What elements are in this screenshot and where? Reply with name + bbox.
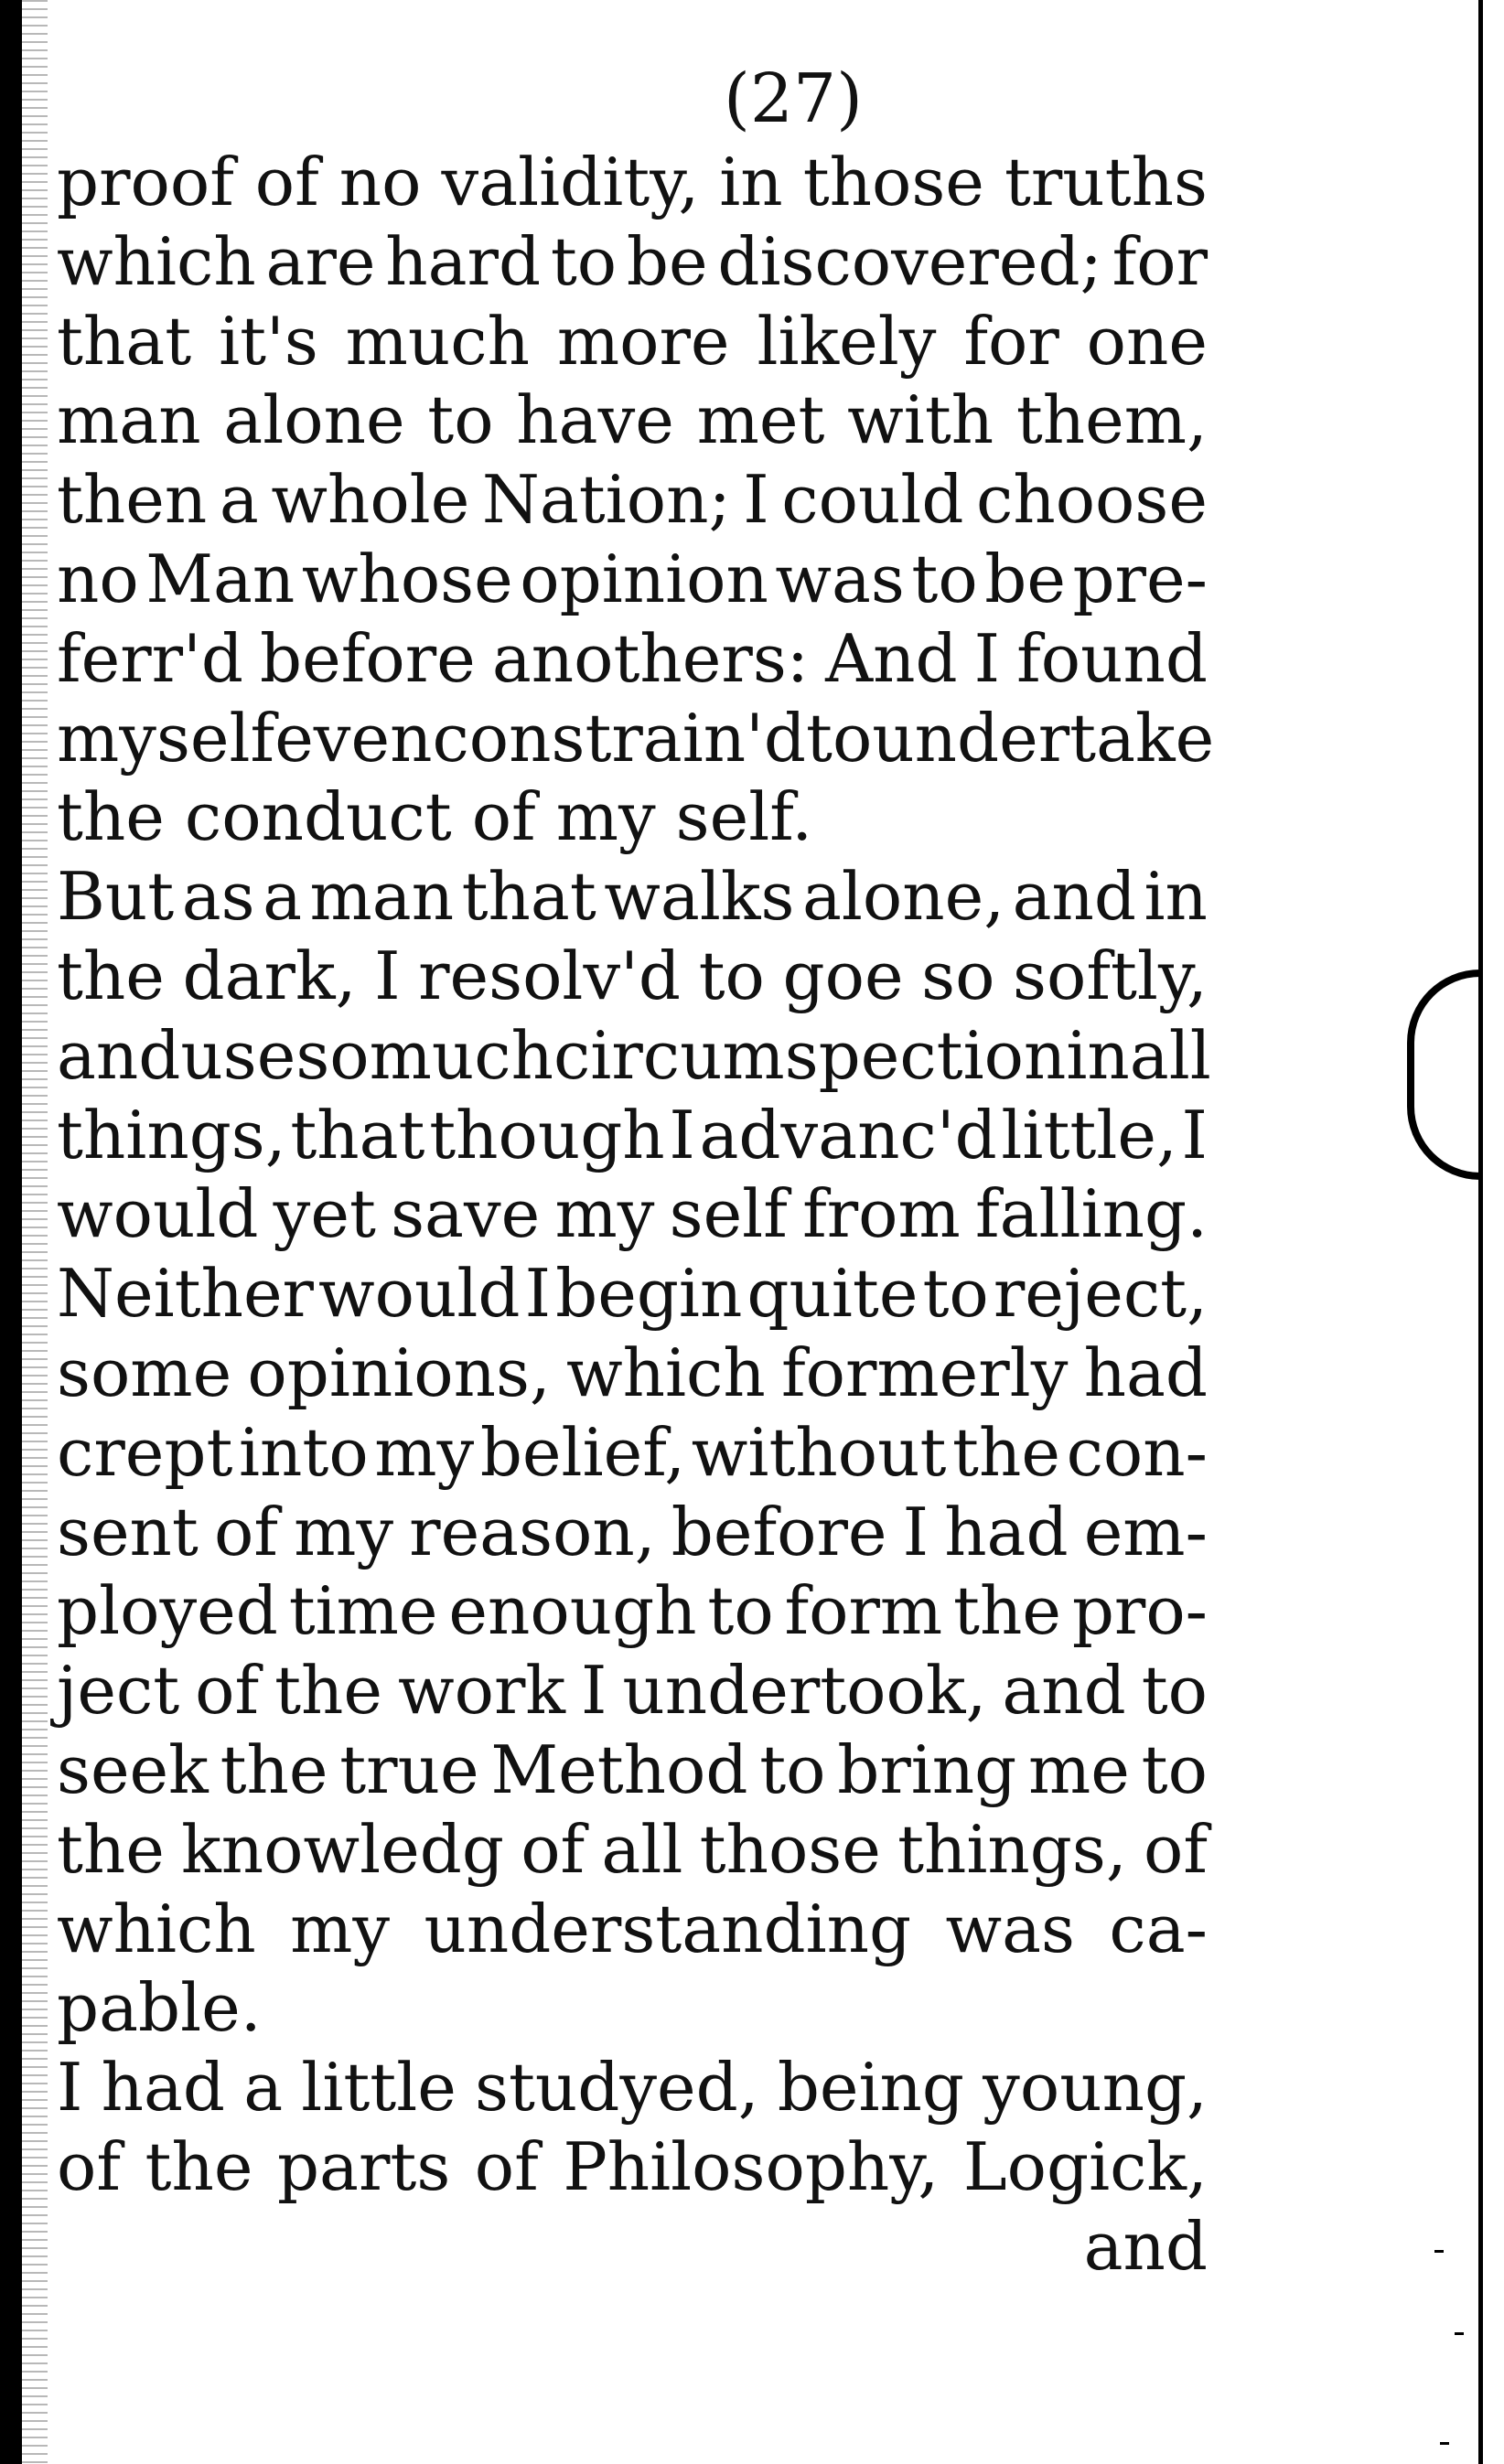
text-line <box>57 1810 1208 1890</box>
word: yet <box>273 1175 376 1253</box>
word: circumspection <box>553 1016 1067 1094</box>
word: anothers: <box>491 619 810 697</box>
word: And <box>825 619 958 697</box>
text-line <box>57 857 1208 937</box>
word: them, <box>1015 381 1208 459</box>
word: though <box>429 1096 665 1173</box>
word: true <box>339 1730 479 1808</box>
word: found <box>1016 619 1208 697</box>
text-line <box>57 1016 1211 1096</box>
word: the <box>220 1730 328 1808</box>
word: discovered; <box>717 222 1102 300</box>
word: be <box>984 540 1066 617</box>
word: into <box>238 1413 369 1491</box>
word: belief, <box>479 1413 686 1491</box>
word: parts <box>276 2127 451 2205</box>
text-line <box>57 2207 1208 2287</box>
text-line <box>57 380 1208 460</box>
word: the <box>953 1572 1061 1650</box>
word: things, <box>57 1096 286 1173</box>
word: had <box>1083 1334 1208 1411</box>
margin-specks <box>1427 2232 1482 2460</box>
word: constrain'd <box>432 699 807 777</box>
word: for <box>963 302 1059 380</box>
word: of <box>471 778 536 856</box>
word: reject, <box>993 1255 1208 1333</box>
word: of <box>474 2127 539 2205</box>
text-line <box>57 302 1208 381</box>
text-line <box>57 1730 1208 1810</box>
text-line <box>57 1493 1208 1572</box>
word: could <box>781 461 964 539</box>
word: so <box>921 937 995 1014</box>
word: But <box>57 858 175 936</box>
word: are <box>265 222 376 300</box>
word: a <box>263 858 303 936</box>
word: to <box>922 1255 989 1333</box>
word: for <box>1112 222 1208 300</box>
word: self <box>669 1175 788 1253</box>
word: Method <box>490 1730 748 1808</box>
word: which <box>57 1890 256 1967</box>
word: the <box>57 778 165 856</box>
word: Logick, <box>962 2127 1208 2205</box>
word: more <box>556 302 730 380</box>
word: no <box>338 144 422 220</box>
word: and <box>1083 2207 1208 2285</box>
word: little, <box>1001 1096 1177 1173</box>
word: self. <box>675 778 813 856</box>
text-line <box>57 1571 1208 1651</box>
word: had <box>101 2049 226 2127</box>
word: formerly <box>780 1334 1069 1411</box>
word: hard <box>385 222 542 300</box>
word: that <box>461 858 596 936</box>
word: in <box>1066 1016 1130 1094</box>
margin-bracket-mark <box>1407 970 1480 1180</box>
text-line <box>57 777 1208 857</box>
word: man <box>309 858 455 936</box>
word: had <box>944 1493 1069 1570</box>
word: that <box>290 1096 425 1173</box>
word: which <box>57 222 256 300</box>
word: sent <box>57 1493 199 1570</box>
word: dark, <box>182 937 357 1014</box>
text-line <box>57 1096 1208 1175</box>
text-line <box>57 2127 1208 2207</box>
word: undertake <box>872 699 1215 777</box>
word: my <box>555 778 656 856</box>
word: those <box>802 144 984 220</box>
word: seek <box>57 1730 209 1808</box>
word: em- <box>1083 1493 1208 1570</box>
word: the <box>57 937 165 1014</box>
word: was <box>775 540 905 617</box>
word: would <box>57 1175 259 1253</box>
word: my <box>290 1890 391 1967</box>
word: me <box>1028 1730 1130 1808</box>
word: I <box>57 2049 83 2127</box>
word: my <box>294 1493 394 1570</box>
word: have <box>516 381 674 459</box>
word: in <box>719 144 783 220</box>
word: Neither <box>57 1255 314 1333</box>
body-text <box>57 143 1215 2287</box>
word: with <box>847 381 994 459</box>
word: I <box>580 1652 607 1730</box>
word: ject <box>57 1652 180 1730</box>
word: pro- <box>1071 1572 1208 1650</box>
word: use <box>180 1016 296 1094</box>
word: whose <box>301 540 513 617</box>
word: alone, <box>801 858 1005 936</box>
word: of <box>57 2127 121 2205</box>
word: of <box>1143 1810 1208 1888</box>
word: my <box>57 699 156 777</box>
word: a <box>243 2049 284 2127</box>
word: being <box>777 2049 964 2127</box>
word: much <box>369 1016 553 1094</box>
word: to <box>707 1572 774 1650</box>
word: of <box>213 1493 278 1570</box>
word: the <box>145 2127 253 2205</box>
text-line <box>57 460 1208 540</box>
word: walks <box>604 858 795 936</box>
text-line <box>57 937 1208 1016</box>
word: self <box>156 699 275 777</box>
word: undertook, <box>622 1652 987 1730</box>
word: and <box>1012 858 1137 936</box>
word: the <box>952 1413 1060 1491</box>
page-gutter-shadow <box>0 0 22 2464</box>
word: to <box>550 222 618 300</box>
word: Nation; <box>481 461 731 539</box>
word: things, <box>897 1810 1127 1888</box>
word: I <box>524 1255 552 1333</box>
text-line <box>57 2048 1208 2127</box>
text-line <box>57 143 1208 222</box>
word: those <box>699 1810 881 1888</box>
word: crept <box>57 1413 233 1491</box>
page-number: (27) <box>724 59 863 138</box>
word: the <box>274 1652 383 1730</box>
word: man <box>57 381 201 459</box>
word: I <box>374 937 401 1014</box>
text-line <box>57 699 1215 778</box>
word: of <box>521 1810 585 1888</box>
word: it's <box>219 302 318 380</box>
word: ferr'd <box>57 619 243 697</box>
word: conduct <box>184 778 452 856</box>
word: I <box>669 1096 695 1173</box>
text-line <box>57 1174 1208 1254</box>
text-line <box>57 222 1208 302</box>
word: studyed, <box>475 2049 759 2127</box>
word: opinion <box>520 540 768 617</box>
word: without <box>691 1413 947 1491</box>
word: Philosophy, <box>563 2127 940 2205</box>
word: falling. <box>974 1175 1208 1253</box>
word: softly, <box>1013 937 1208 1014</box>
word: resolv'd <box>418 937 682 1014</box>
word: to <box>806 699 873 777</box>
word: the <box>57 1810 165 1888</box>
word: as <box>181 858 255 936</box>
word: one <box>1086 302 1208 380</box>
word: proof of <box>57 144 319 220</box>
word: in <box>1144 858 1208 936</box>
word: opinions, <box>247 1334 551 1411</box>
word: then <box>57 461 208 539</box>
word: begin <box>555 1255 743 1333</box>
word: advanc'd <box>699 1096 997 1173</box>
word: Man <box>145 540 295 617</box>
word: I <box>902 1493 929 1570</box>
word: whole <box>271 461 470 539</box>
word: before <box>671 1493 887 1570</box>
word: understanding <box>424 1890 912 1967</box>
word: time <box>288 1572 438 1650</box>
word: I <box>973 619 1001 697</box>
word: pable. <box>57 1969 262 2047</box>
word: goe <box>782 937 904 1014</box>
word: met <box>696 381 825 459</box>
word: reason, <box>409 1493 656 1570</box>
word: all <box>601 1810 683 1888</box>
word: truths <box>1004 144 1208 220</box>
word: to <box>1141 1730 1208 1808</box>
word: much <box>345 302 530 380</box>
word: likely <box>757 302 937 380</box>
word: so <box>295 1016 370 1094</box>
word: no <box>57 540 139 617</box>
word: was <box>945 1890 1075 1967</box>
word: save <box>391 1175 541 1253</box>
text-line <box>57 1968 1208 2048</box>
word: little <box>301 2049 457 2127</box>
word: to <box>698 937 765 1014</box>
word: my <box>374 1413 475 1491</box>
word: I <box>743 461 769 539</box>
word: and <box>1002 1652 1126 1730</box>
word: to <box>759 1730 826 1808</box>
word: choose <box>976 461 1208 539</box>
word: I <box>1181 1096 1208 1173</box>
word: before <box>260 619 476 697</box>
word: young, <box>983 2049 1208 2127</box>
word: which <box>566 1334 766 1411</box>
page-edge-rule <box>1478 0 1483 2464</box>
text-line <box>57 1651 1208 1730</box>
word: some <box>57 1334 232 1411</box>
word: to <box>1141 1652 1208 1730</box>
word: be <box>626 222 708 300</box>
word: alone <box>223 381 405 459</box>
word: con- <box>1066 1413 1208 1491</box>
word: my <box>554 1175 655 1253</box>
word: to <box>911 540 978 617</box>
word: validity, <box>441 144 700 220</box>
text-line <box>57 1254 1208 1334</box>
word: of <box>195 1652 260 1730</box>
word: and <box>57 1016 181 1094</box>
word: from <box>802 1175 961 1253</box>
text-line <box>57 1334 1208 1413</box>
text-line <box>57 619 1208 699</box>
word: quite <box>747 1255 919 1333</box>
text-line <box>57 1413 1208 1493</box>
word: ployed <box>57 1572 278 1650</box>
word: to <box>427 381 494 459</box>
word: form <box>784 1572 943 1650</box>
word: knowledg <box>181 1810 504 1888</box>
word: enough <box>448 1572 697 1650</box>
word: even <box>274 699 433 777</box>
text-line <box>57 540 1208 619</box>
word: ca- <box>1109 1890 1208 1967</box>
word: pre- <box>1072 540 1208 617</box>
text-line <box>57 1890 1208 1969</box>
word: would <box>318 1255 521 1333</box>
word: bring <box>837 1730 1017 1808</box>
word: a <box>219 461 259 539</box>
word: work <box>397 1652 566 1730</box>
word: all <box>1129 1016 1211 1094</box>
word: that <box>57 302 192 380</box>
